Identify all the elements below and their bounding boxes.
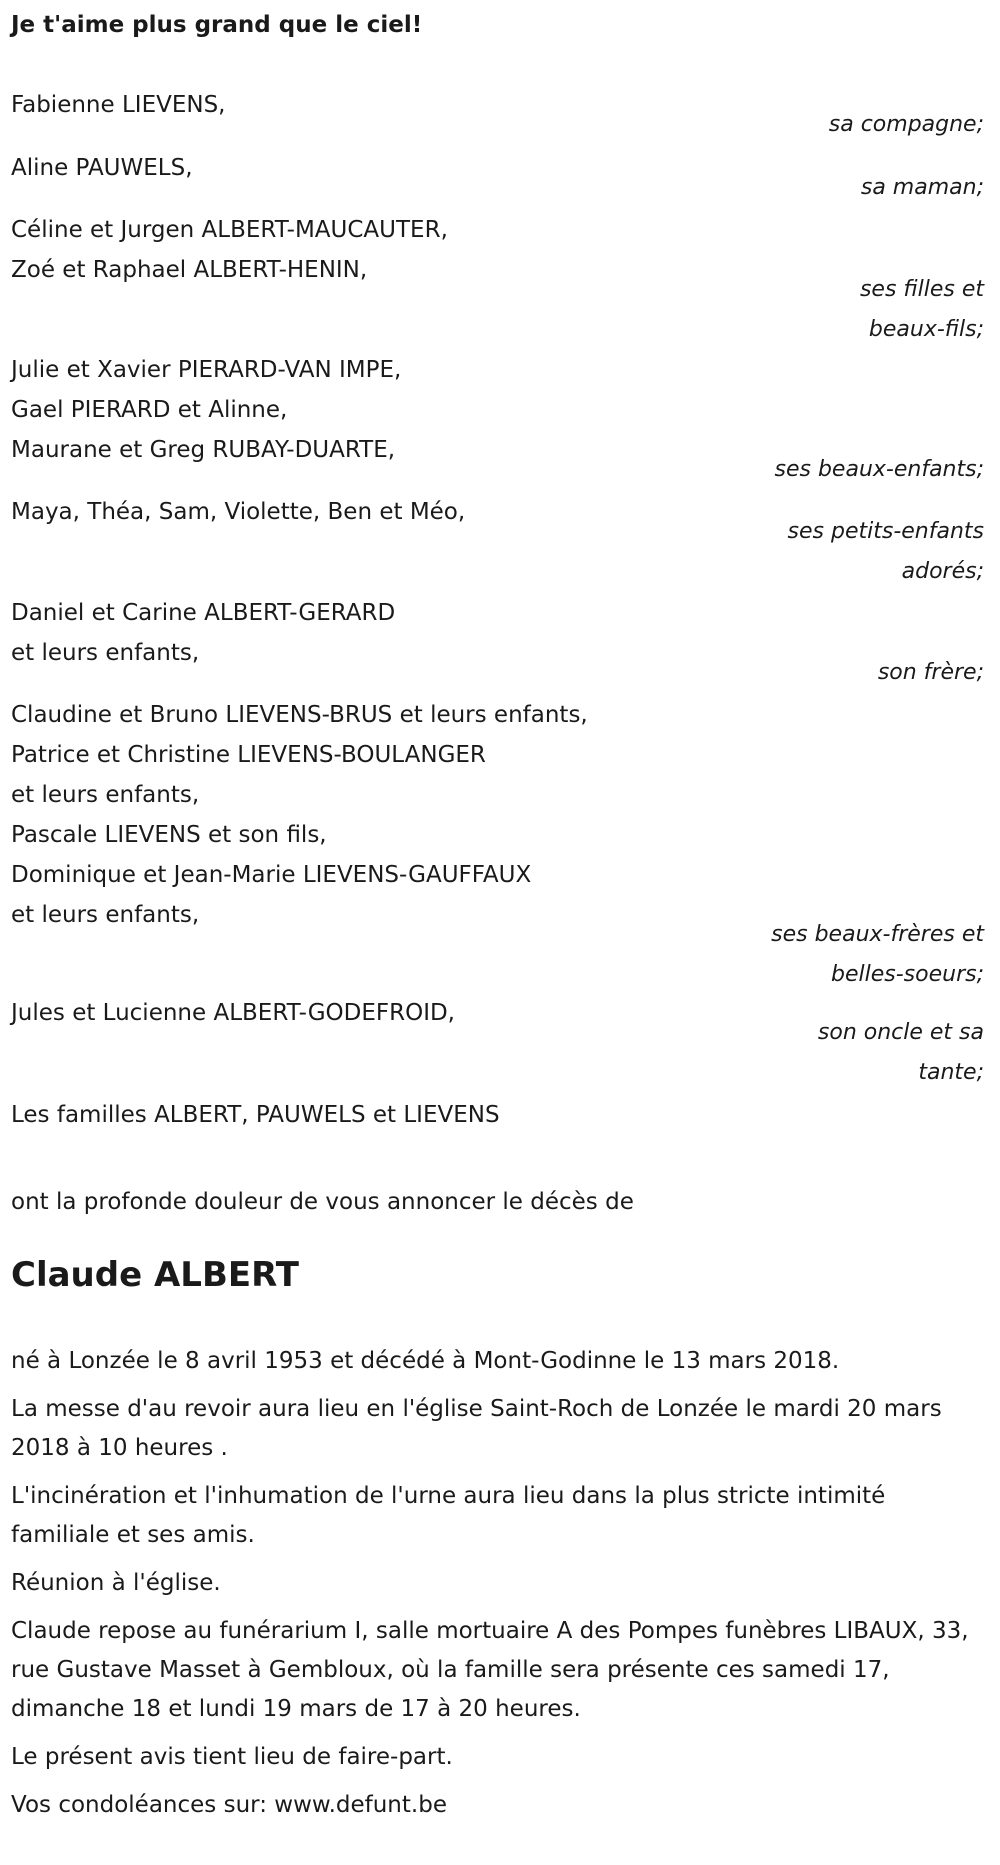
name-line: Aline PAUWELS, bbox=[11, 155, 193, 181]
relation-line: beaux-fils; bbox=[868, 317, 984, 342]
detail-paragraph: Le présent avis tient lieu de faire-part. bbox=[11, 1744, 453, 1770]
relation-line: ses petits-enfants bbox=[787, 519, 984, 544]
family-names bbox=[11, 593, 986, 673]
detail-paragraph: Réunion à l'église. bbox=[11, 1570, 221, 1596]
family-entry bbox=[11, 350, 986, 482]
family-entry bbox=[11, 210, 986, 342]
detail-paragraph: La messe d'au revoir aura lieu en l'église Saint-Roch de Lonzée le mardi 20 mars 2018 à 10 heures . bbox=[11, 1396, 942, 1461]
name-line: Céline et Jurgen ALBERT-MAUCAUTER, bbox=[11, 217, 448, 243]
tagline: Je t'aime plus grand que le ciel! bbox=[11, 12, 423, 38]
name-line: Julie et Xavier PIERARD-VAN IMPE, bbox=[11, 357, 402, 383]
relation-label bbox=[771, 915, 984, 995]
relation-line: ses beaux-frères et bbox=[771, 922, 984, 947]
relation-line: sa maman; bbox=[860, 175, 984, 200]
relation-line: son oncle et sa bbox=[817, 1020, 984, 1045]
name-line: et leurs enfants, bbox=[11, 902, 200, 928]
detail-paragraph: Vos condoléances sur: www.defunt.be bbox=[11, 1792, 447, 1818]
family-names bbox=[11, 695, 986, 935]
relation-label bbox=[860, 270, 984, 350]
deceased-name: Claude ALBERT bbox=[11, 1255, 299, 1295]
family-entry bbox=[11, 85, 986, 137]
family-entry bbox=[11, 593, 986, 685]
name-line: Fabienne LIEVENS, bbox=[11, 92, 226, 118]
family-entry bbox=[11, 1095, 986, 1135]
relation-label bbox=[829, 105, 984, 145]
name-line: Patrice et Christine LIEVENS-BOULANGER bbox=[11, 742, 486, 768]
relation-label bbox=[861, 168, 984, 208]
relation-label bbox=[775, 450, 984, 490]
relation-line: ses filles et bbox=[859, 277, 984, 302]
announcement: ont la profonde douleur de vous annoncer le décès de bbox=[11, 1189, 634, 1215]
name-line: Claudine et Bruno LIEVENS-BRUS et leurs enfants, bbox=[11, 702, 588, 728]
name-line: Maurane et Greg RUBAY-DUARTE, bbox=[11, 437, 396, 463]
detail-paragraph: né à Lonzée le 8 avril 1953 et décédé à Mont-Godinne le 13 mars 2018. bbox=[11, 1348, 840, 1374]
name-line: et leurs enfants, bbox=[11, 640, 200, 666]
details-section bbox=[11, 1342, 986, 1834]
name-line: Dominique et Jean-Marie LIEVENS-GAUFFAUX bbox=[11, 862, 532, 888]
family-entry bbox=[11, 492, 986, 584]
name-line: Jules et Lucienne ALBERT-GODEFROID, bbox=[11, 1000, 455, 1026]
relation-label bbox=[818, 1013, 984, 1093]
relation-line: sa compagne; bbox=[828, 112, 984, 137]
relation-line: belles-soeurs; bbox=[831, 962, 984, 987]
family-names bbox=[11, 148, 986, 188]
name-line: Les familles ALBERT, PAUWELS et LIEVENS bbox=[11, 1102, 500, 1128]
name-line: Maya, Théa, Sam, Violette, Ben et Méo, bbox=[11, 499, 466, 525]
relation-line: tante; bbox=[918, 1060, 984, 1085]
name-line: et leurs enfants, bbox=[11, 782, 200, 808]
family-names bbox=[11, 210, 986, 290]
name-line: Gael PIERARD et Alinne, bbox=[11, 397, 288, 423]
relation-label bbox=[788, 512, 984, 592]
relation-line: adorés; bbox=[901, 559, 984, 584]
family-entry bbox=[11, 148, 986, 200]
relation-line: ses beaux-enfants; bbox=[774, 457, 984, 482]
family-entry bbox=[11, 695, 986, 987]
relation-line: son frère; bbox=[877, 660, 984, 685]
name-line: Daniel et Carine ALBERT-GERARD bbox=[11, 600, 396, 626]
name-line: Pascale LIEVENS et son fils, bbox=[11, 822, 327, 848]
family-entry bbox=[11, 993, 986, 1085]
family-names bbox=[11, 1095, 986, 1135]
detail-paragraph: L'incinération et l'inhumation de l'urne aura lieu dans la plus stricte intimité familiale et ses amis. bbox=[11, 1483, 886, 1548]
relation-label bbox=[878, 653, 984, 693]
name-line: Zoé et Raphael ALBERT-HENIN, bbox=[11, 257, 368, 283]
detail-paragraph: Claude repose au funérarium I, salle mortuaire A des Pompes funèbres LIBAUX, 33, rue Gustave Masset à Gembloux, où la famille sera présente ces samedi 17, dimanche 18 et lundi 19 mars de 17 à 20 heures. bbox=[11, 1618, 969, 1722]
